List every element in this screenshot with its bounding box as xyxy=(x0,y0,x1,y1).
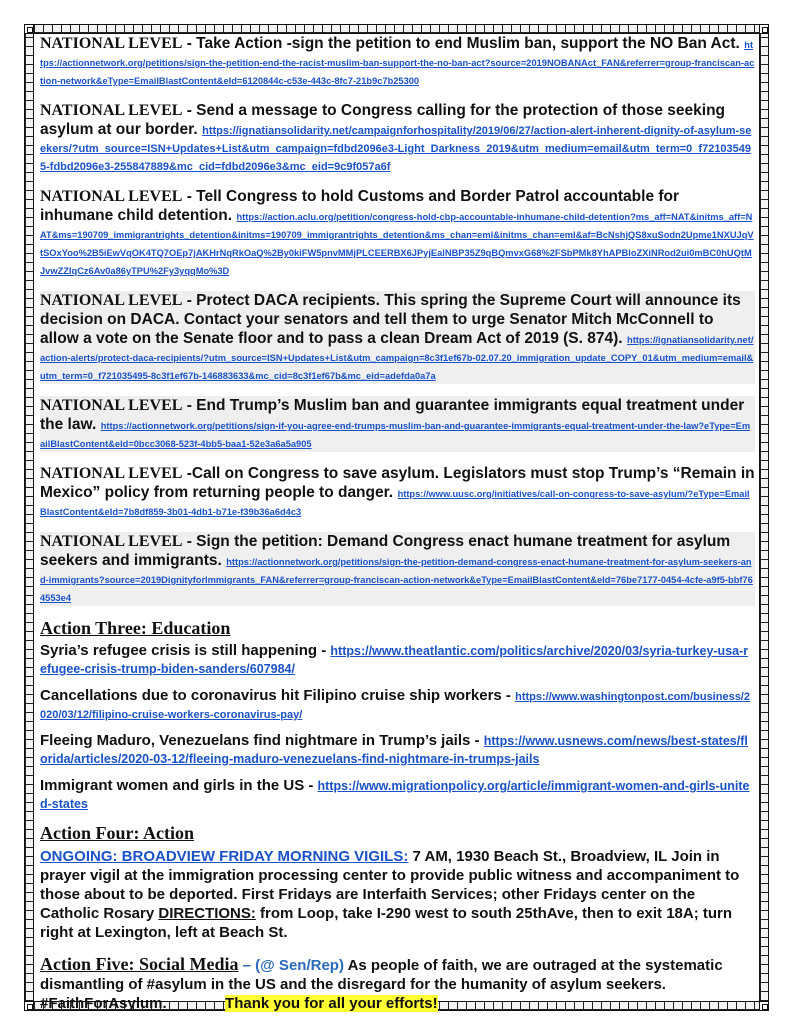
directions-label: DIRECTIONS: xyxy=(158,905,256,922)
border-left xyxy=(24,24,34,1011)
thanks-highlight: Thank you for all your efforts! xyxy=(225,995,438,1012)
vigil-text: 7 AM, 1930 Beach St., Broadview, IL Join in prayer vigil at the immigration processing center to provide public witness and accompaniment to those about to be deported. First Fridays are Interfaith Services; other Fridays center on the Catholic Rosary xyxy=(40,848,740,922)
item-text: - Send a message to Congress calling for the protection of those seeking asylum at our border. xyxy=(40,102,726,138)
social-text: As people of faith, we are outraged at the systematic dismantling of #asylum in the US and the disregard for the humanity of asylum seekers. #FaithForAsylum. xyxy=(40,957,723,1012)
entry-text: Syria’s refugee crisis is still happening - xyxy=(40,642,331,659)
directions-text: from Loop, take I-290 west to south 25thAve, then to exit 18A; turn right at Lexington, left at Beach St. xyxy=(40,905,733,941)
action-four-heading: Action Four: Action xyxy=(40,823,194,843)
action-item-equal-treatment xyxy=(40,396,755,452)
level-label: NATIONAL LEVEL xyxy=(40,188,183,205)
action-item-humane-treatment xyxy=(40,532,755,606)
item-text: -Call on Congress to save asylum. Legislators must stop Trump’s “Remain in Mexico” policy from returning people to danger. xyxy=(40,465,755,501)
entry-text: Cancellations due to coronavirus hit Filipino cruise ship workers - xyxy=(40,687,516,704)
petition-link[interactable]: https://www.uusc.org/initiatives/call-on-congress-to-save-asylum/?eType=EmailBlastContent&eId=7b8df859-3b01-4db1-b71e-f39b36a6d4c3 xyxy=(40,489,750,517)
level-label: NATIONAL LEVEL xyxy=(40,465,183,482)
action-three-heading: Action Three: Education xyxy=(40,618,231,638)
border-right xyxy=(759,24,769,1011)
corner-ornament xyxy=(759,24,769,34)
corner-ornament xyxy=(24,1001,34,1011)
level-label: NATIONAL LEVEL xyxy=(40,102,183,119)
education-entry xyxy=(40,642,755,678)
level-label: NATIONAL LEVEL xyxy=(40,35,183,52)
item-text: - Sign the petition: Demand Congress enact humane treatment for asylum seekers and immigrants. xyxy=(40,533,731,569)
petition-link[interactable]: https://ignatiansolidarity.net/action-alerts/protect-daca-recipients/?utm_source=ISN+Updates+List&utm_campaign=8c3f1ef67b-02.07.20_immigration_update_COPY_01&utm_medium=email&utm_term=0_f721035495-8c3f1ef67b-146883633&mc_cid=8c3f1ef67b&mc_eid=adefda0a7a xyxy=(40,335,754,381)
level-label: NATIONAL LEVEL xyxy=(40,533,183,550)
article-link[interactable]: https://www.theatlantic.com/politics/archive/2020/03/syria-turkey-usa-refugee-crisis-trump-biden-sanders/607984/ xyxy=(40,644,749,676)
social-media-paragraph xyxy=(40,954,755,1013)
petition-link[interactable]: https://ignatiansolidarity.net/campaignforhospitality/2019/06/27/action-alert-inherent-dignity-of-asylum-seekers/?utm_source=ISN+Updates+List&utm_campaign=fdbd2096e3-Light_Darkness_2019&utm_medium=email&utm_term=0_f721035495-fdbd2096e3-255847889&mc_cid=fdbd2096e3&mc_eid=9c9f057a6f xyxy=(40,125,752,173)
education-entry xyxy=(40,777,755,813)
petition-link[interactable]: https://actionnetwork.org/petitions/sign-the-petition-end-the-racist-muslim-ban-support-the-no-ban-act?source=2019NOBANAct_FAN&referrer=group-franciscan-action-network&eType=EmailBlastContent&eId=6120844c-c53e-443c-8fc7-21b9c7b25300 xyxy=(40,40,755,86)
item-text: - Protect DACA recipients. This spring the Supreme Court will announce its decision on DACA. Contact your senators and tell them to urge Senator Mitch McConnell to allow a vote on the Senate floor and to pass a clean Dream Act of 2019 (S. 874). xyxy=(40,292,741,347)
entry-text: Fleeing Maduro, Venezuelans find nightmare in Trump’s jails - xyxy=(40,732,484,749)
action-item-cbp-accountable xyxy=(40,187,755,279)
action-item-asylum-protection xyxy=(40,101,755,175)
vigil-link[interactable]: ONGOING: BROADVIEW FRIDAY MORNING VIGILS: xyxy=(40,848,409,865)
action-item-save-asylum xyxy=(40,464,755,520)
handle-text: – (@ Sen/Rep) xyxy=(238,957,344,974)
document-content xyxy=(40,34,755,1013)
article-link[interactable]: https://www.migrationpolicy.org/article/immigrant-women-and-girls-united-states xyxy=(40,779,750,811)
item-text: - Take Action -sign the petition to end Muslim ban, support the NO Ban Act. xyxy=(182,35,740,52)
article-link[interactable]: https://www.usnews.com/news/best-states/florida/articles/2020-03-12/fleeing-maduro-venezuelans-find-nightmare-in-trumps-jails xyxy=(40,734,748,766)
vigil-paragraph xyxy=(40,847,755,942)
corner-ornament xyxy=(759,1001,769,1011)
petition-link[interactable]: https://actionnetwork.org/petitions/sign-if-you-agree-end-trumps-muslim-ban-and-guarantee-immigrants-equal-treatment-under-the-law?eType=EmailBlastContent&eId=0bcc3068-523f-4bb5-baa1-52e3a6a5a905 xyxy=(40,421,751,449)
item-text: - End Trump’s Muslim ban and guarantee immigrants equal treatment under the law. xyxy=(40,397,745,433)
corner-ornament xyxy=(24,24,34,34)
education-entry xyxy=(40,687,755,723)
petition-link[interactable]: https://action.aclu.org/petition/congress-hold-cbp-accountable-inhumane-child-detention?ms_aff=NAT&initms_aff=NAT&ms=190709_immigrantrights_detention&initms=190709_immigrantrights_detention&ms_chan=eml&initms_chan=eml&af=BcNshjQS8xuSodn2Upme1NXUJqVtSOxYoo%2B5iEwVqOK4TQ7OEp7jAKHrNqRkOaQ%2By0kiFW5pnvMMjPLCEERBX6JPyjEalNBP35Z9qBQmvxG68%2FSbPMk8YhAPBloZXiNRod2ui0mBC0hUQtMJvwZZIqCz6Av0a86yTPU%2Fy3yqqMo%3D xyxy=(40,212,754,276)
petition-link[interactable]: https://actionnetwork.org/petitions/sign-the-petition-demand-congress-enact-humane-treatment-for-asylum-seekers-and-immigrants?source=2019DignityforImmigrants_FAN&referrer=group-franciscan-action-network&eType=EmailBlastContent&eId=76be7177-0454-4cfe-a9f5-bbf764553e4 xyxy=(40,557,753,603)
level-label: NATIONAL LEVEL xyxy=(40,292,183,309)
education-entry xyxy=(40,732,755,768)
border-top xyxy=(24,24,769,34)
item-text: - Tell Congress to hold Customs and Border Patrol accountable for inhumane child detention. xyxy=(40,188,680,224)
article-link[interactable]: https://www.washingtonpost.com/business/2020/03/12/filipino-cruise-workers-coronavirus-pay/ xyxy=(40,691,750,721)
action-five-heading: Action Five: Social Media xyxy=(40,954,239,974)
entry-text: Immigrant women and girls in the US - xyxy=(40,777,318,794)
level-label: NATIONAL LEVEL xyxy=(40,397,183,414)
action-item-muslim-ban xyxy=(40,34,755,89)
action-item-daca xyxy=(40,291,755,384)
